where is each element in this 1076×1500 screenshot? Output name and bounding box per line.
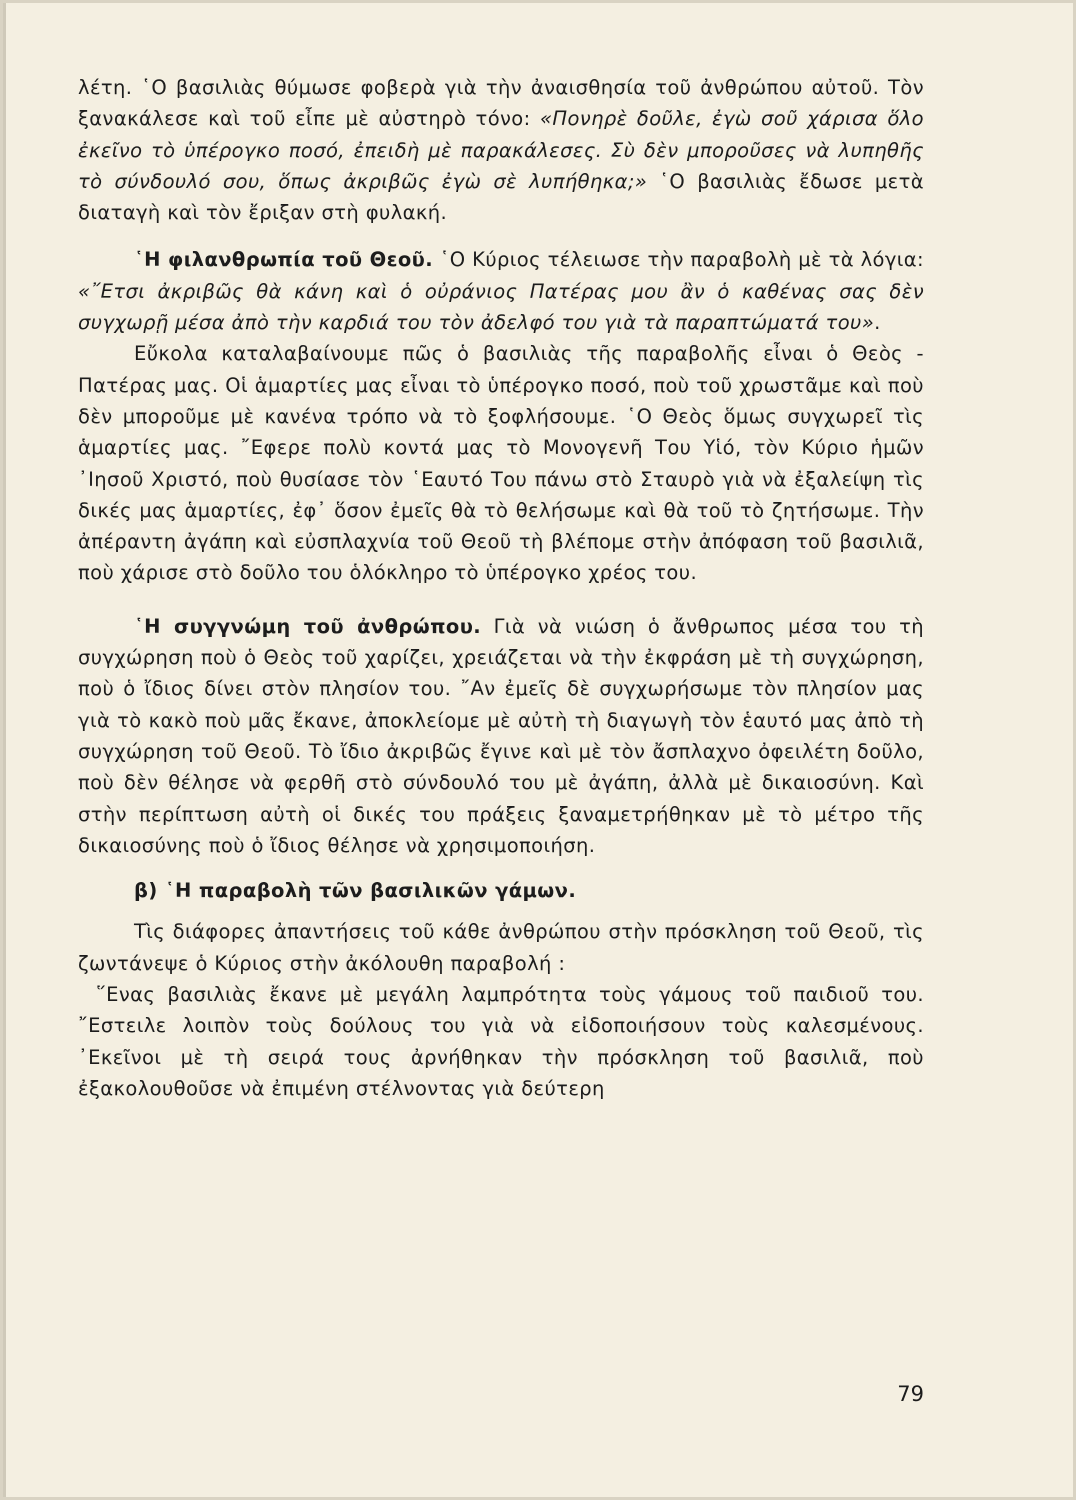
paragraph-5-text: Τὶς διάφορες ἀπαντήσεις τοῦ κάθε ἀνθρώπου στὴν πρόσκληση τοῦ Θεοῦ, τὶς ζωντάνεψε ὁ Κύριος στὴν ἀκόλουθη παραβολή : [78,920,924,975]
paragraph-2-text: ῾Ο Κύριος τέλειωσε τὴν παραβολὴ μὲ τὰ λόγια: [433,248,925,272]
body-text [78,72,924,1104]
paragraph-2-tail: . [874,311,881,335]
heading-forgiveness: ῾Η συγγνώμη τοῦ ἀνθρώπου. [134,614,482,638]
paragraph-1-tail: ῾Ο βασιλιὰς ἔδωσε μετὰ διαταγὴ καὶ τὸν ἔριξαν στὴ φυλακή. [78,169,924,225]
section-title: β) ῾Η παραβολὴ τῶν βασιλικῶν γάμων. [134,879,577,903]
paragraph-2-quote: «῎Ετσι ἀκριβῶς θὰ κάνη καὶ ὁ οὐράνιος Πατέρας μου ἂν ὁ καθένας σας δὲν συγχωρῇ μέσα ἀπὸ τὴν καρδιά του τὸν ἀδελφό του γιὰ τὰ παραπτώματά του» [78,279,924,335]
paragraph-6-text: ῞Ενας βασιλιὰς ἔκανε μὲ μεγάλη λαμπρότητα τοὺς γάμους τοῦ παιδιοῦ του. ῎Εστειλε λοιπὸν τοὺς δούλους του γιὰ νὰ εἰδοποιήσουν τοὺς καλεσμένους. ᾿Εκεῖνοι μὲ τὴ σειρά τους ἀρνήθηκαν τὴν πρόσκληση τοῦ βασιλιᾶ, ποὺ ἐξακολουθοῦσε νὰ ἐπιμένη στέλνοντας γιὰ δεύτερη [78,983,924,1100]
paragraph-5 [78,916,924,979]
heading-philanthropy: ῾Η φιλανθρωπία τοῦ Θεοῦ. [134,248,434,272]
paragraph-3-text: Εὔκολα καταλαβαίνουμε πῶς ὁ βασιλιὰς τῆς παραβολῆς εἶναι ὁ Θεὸς - Πατέρας μας. Οἱ ἁμαρτίες μας εἶναι τὸ ὑπέρογκο ποσό, ποὺ τοῦ χρωστᾶμε καὶ ποὺ δὲν μποροῦμε μὲ κανένα τρόπο νὰ τὸ ξοφλήσουμε. ῾Ο Θεὸς ὅμως συγχωρεῖ τὶς ἁμαρτίες μας. ῎Εφερε πολὺ κοντά μας τὸ Μονογενῆ Του Υἱό, τὸν Κύριο ἡμῶν ᾿Ιησοῦ Χριστό, ποὺ θυσίασε τὸν ῾Εαυτό Του πάνω στὸ Σταυρὸ γιὰ νὰ ἐξαλείψη τὶς δικές μας ἁμαρτίες, ἐφ᾿ ὅσον ἐμεῖς θὰ τὸ θελήσωμε καὶ θὰ τοῦ τὸ ζητήσωμε. Τὴν ἀπέραντη ἀγάπη καὶ εὐσπλαχνία τοῦ Θεοῦ τὴ βλέπομε στὴν ἀπόφαση τοῦ βασιλιᾶ, ποὺ χάρισε στὸ δοῦλο του ὁλόκληρο τὸ ὑπέρογκο χρέος του. [78,342,924,585]
paragraph-1-quote: «Πονηρὲ δοῦλε, ἐγὼ σοῦ χάρισα ὅλο ἐκεῖνο τὸ ὑπέρογκο ποσό, ἐπειδὴ μὲ παρακάλεσες. Σὺ δὲν μποροῦσες νὰ λυπηθῆς τὸ σύνδουλό σου, ὅπως ἀκριβῶς ἐγὼ σὲ λυπήθηκα;» [78,107,924,193]
paragraph-2 [78,244,924,338]
paragraph-4-text: Γιὰ νὰ νιώση ὁ ἄνθρωπος μέσα του τὴ συγχώρηση ποὺ ὁ Θεὸς τοῦ χαρίζει, χρειάζεται νὰ τὴν ἐκφράση μὲ τὴ συγχώρηση, ποὺ ὁ ἴδιος δίνει στὸν πλησίον του. ῎Αν ἐμεῖς δὲ συγχωρήσωμε τὸν πλησίον μας γιὰ τὸ κακὸ ποὺ μᾶς ἔκανε, ἀποκλείομε μὲ αὐτὴ τὴ διαγωγὴ τὸν ἑαυτό μας ἀπὸ τὴ συγχώρηση τοῦ Θεοῦ. Τὸ ἴδιο ἀκριβῶς ἔγινε καὶ μὲ τὸν ἄσπλαχνο ὀφειλέτη δοῦλο, ποὺ δὲν θέλησε νὰ φερθῆ στὸ σύνδουλό του μὲ ἀγάπη, ἀλλὰ μὲ δικαιοσύνη. Καὶ στὴν περίπτωση αὐτὴ οἱ δικές του πράξεις ξαναμετρήθηκαν μὲ τὸ μέτρο τῆς δικαιοσύνης ποὺ ὁ ἴδιος θέλησε νὰ χρησιμοποιήση. [78,614,924,857]
paragraph-6 [78,979,924,1104]
paragraph-1-text: λέτη. ῾Ο βασιλιὰς θύμωσε φοβερὰ γιὰ τὴν ἀναισθησία τοῦ ἀνθρώπου αὐτοῦ. Τὸν ξανακάλεσε καὶ τοῦ εἶπε μὲ αὐστηρὸ τόνο: [78,76,924,131]
paragraph-1 [78,72,924,228]
paragraph-4 [78,611,924,861]
page-number: 79 [897,1382,924,1406]
paragraph-3 [78,338,924,588]
